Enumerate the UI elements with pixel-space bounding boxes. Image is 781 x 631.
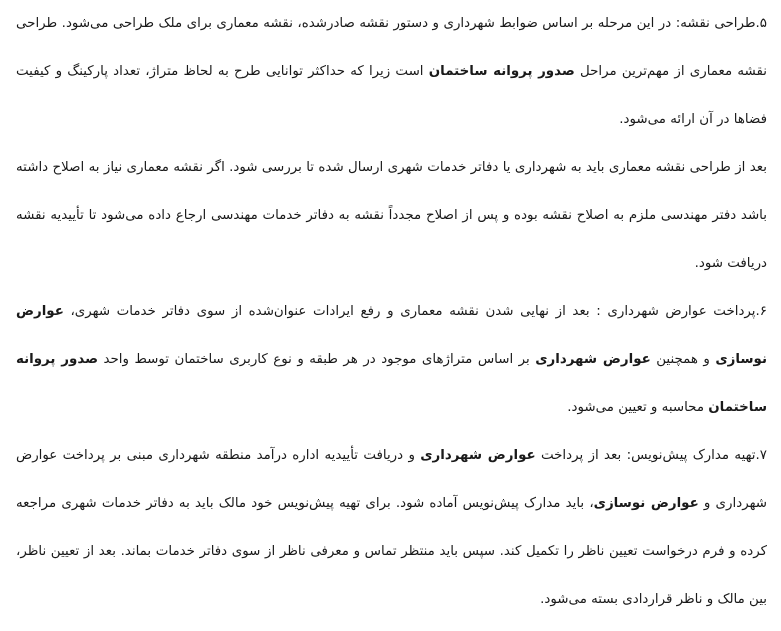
bold-keyword: عوارض نوسازی — [16, 304, 767, 367]
text-segment: ۵.طراحی نقشه: در این مرحله بر اساس ضوابط شهرداری و دستور نقشه صادرشده، نقشه معماری برای ملک طراحی می‌شود. طراحی نقشه معماری از مهم‌ترین مراحل — [16, 16, 767, 79]
paragraph-design-review — [16, 144, 767, 288]
text-segment: ۷.تهیه مدارک پیش‌نویس: بعد از پرداخت — [535, 448, 767, 463]
text-segment: بعد از طراحی نقشه معماری باید به شهرداری یا دفاتر خدمات شهری ارسال شده تا بررسی شود. اگر نقشه معماری نیاز به اصلاح داشته باشد دفتر مهندسی ملزم به اصلاح نقشه بوده و پس از اصلاح مجدداً نقشه به دفاتر خدمات مهندسی ارجاع داده می‌شود تا تأییدیه نقشه دریافت شود. — [16, 160, 767, 271]
paragraph-step-7-draft-documents — [16, 432, 767, 624]
bold-keyword: عوارض شهرداری — [535, 352, 651, 367]
text-segment: و دریافت تأییدیه اداره درآمد منطقه شهرداری مبنی بر پرداخت عوارض شهرداری و — [16, 448, 767, 511]
text-segment: ۶.پرداخت عوارض شهرداری : بعد از نهایی شدن نقشه معماری و رفع ایرادات عنوان‌شده از سوی دفاتر خدمات شهری، — [63, 304, 767, 319]
bold-keyword: صدور پروانه ساختمان — [16, 352, 767, 415]
bold-keyword: عوارض نوسازی — [593, 496, 699, 511]
text-segment: و همچنین — [650, 352, 716, 367]
bold-keyword: صدور پروانه ساختمان — [428, 64, 575, 79]
text-segment: محاسبه و تعیین می‌شود. — [567, 400, 709, 415]
text-segment: ، باید مدارک پیش‌نویس آماده شود. برای تهیه پیش‌نویس خود مالک باید به دفاتر خدمات شهری مراجعه کرده و فرم درخواست تعیین ناظر را تکمیل کند. سپس باید منتظر تماس و معرفی ناظر از سوی دفاتر خدمات بماند. بعد از تعیین ناظر، بین مالک و ناظر قراردادی بسته می‌شود. — [16, 496, 767, 607]
text-segment: بر اساس متراژهای موجود در هر طبقه و نوع کاربری ساختمان توسط واحد — [98, 352, 536, 367]
paragraph-step-6-fees — [16, 288, 767, 432]
bold-keyword: عوارض شهرداری — [420, 448, 536, 463]
paragraph-step-5-design — [16, 0, 767, 144]
text-segment: است زیرا که حداکثر توانایی طرح به لحاظ متراژ، تعداد پارکینگ و کیفیت فضاها در آن ارائه می‌شود. — [16, 64, 767, 127]
